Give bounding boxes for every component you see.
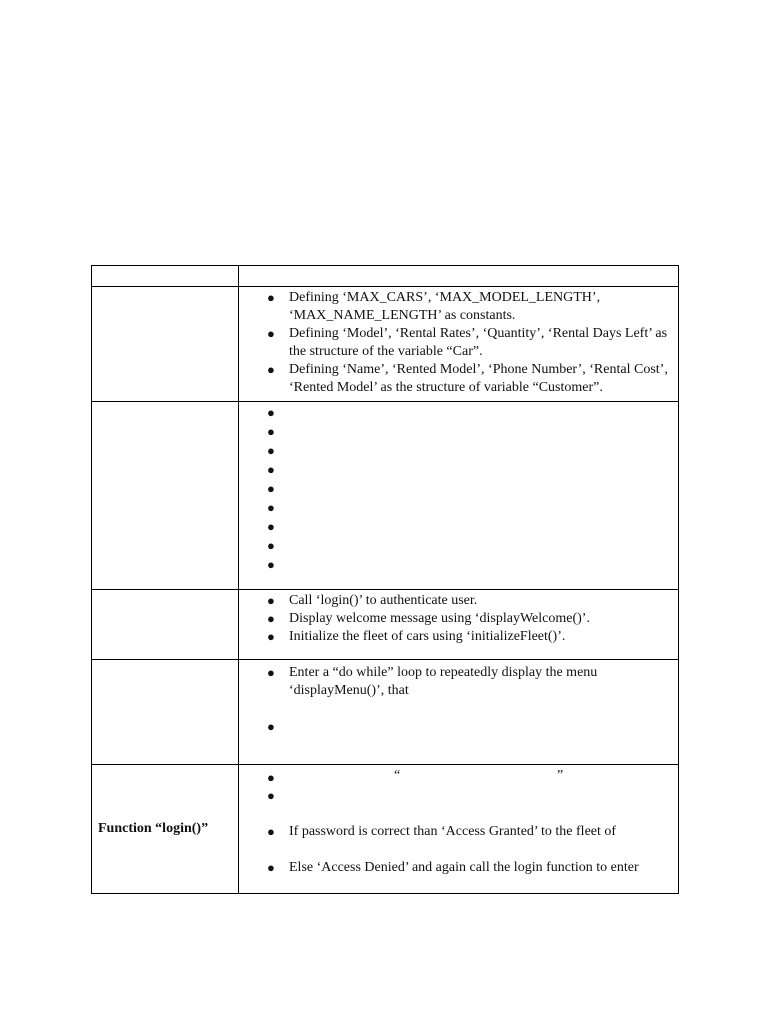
bullet-icon: ●: [267, 481, 275, 496]
table-row: [92, 287, 679, 402]
row-content-cell: [239, 402, 679, 590]
list-item: ● Defining ‘Model’, ‘Rental Rates’, ‘Quantity’, ‘Rental Days Left’ as the structure of the variable “Car”.: [267, 326, 668, 359]
bullet-icon: ●: [267, 665, 275, 680]
bullet-icon: ●: [267, 557, 275, 572]
list-item: [239, 499, 678, 518]
bullet-icon: ●: [267, 326, 275, 341]
bullet-icon: ●: [267, 405, 275, 420]
list-item: [239, 537, 678, 556]
bullet-icon: ●: [267, 538, 275, 553]
table-row: [92, 660, 679, 765]
bullet-icon: ●: [267, 770, 275, 785]
bullet-icon: ●: [267, 629, 275, 644]
bullet-list: [239, 590, 678, 646]
table-row: [92, 590, 679, 660]
header-right-cell: [239, 266, 679, 287]
row-label-cell: [92, 287, 239, 402]
list-item: [239, 700, 678, 734]
row-label-cell: [92, 660, 239, 765]
list-item: ● Display welcome message using ‘displayWelcome()’.: [267, 611, 590, 626]
bullet-icon: ●: [267, 860, 275, 875]
bullet-icon: ●: [267, 500, 275, 515]
list-item: ● Defining ‘Name’, ‘Rented Model’, ‘Phone Number’, ‘Rental Cost’, ‘Rented Model’ as the structure of variable “Customer”.: [267, 362, 668, 395]
list-item: [239, 787, 678, 805]
row-content-cell: [239, 590, 679, 660]
list-item: ● Defining ‘MAX_CARS’, ‘MAX_MODEL_LENGTH’, ‘MAX_NAME_LENGTH’ as constants.: [267, 290, 601, 323]
bullet-icon: ●: [267, 424, 275, 439]
list-item: [239, 556, 678, 575]
bullet-list: [239, 402, 678, 575]
list-item: [239, 480, 678, 499]
function-login-label: Function “login()”: [92, 765, 239, 894]
bullet-icon: ●: [267, 362, 275, 377]
bullet-icon: ●: [267, 719, 275, 734]
list-item: [239, 769, 678, 787]
row-label-cell: [92, 402, 239, 590]
list-item: [239, 518, 678, 537]
row-content-cell: [239, 765, 679, 894]
table-row: [92, 402, 679, 590]
header-left-cell: [92, 266, 239, 287]
bullet-icon: ●: [267, 290, 275, 305]
table-row: [92, 765, 679, 894]
bullet-icon: ●: [267, 611, 275, 626]
list-item: ● Initialize the fleet of cars using ‘initializeFleet()’.: [267, 629, 566, 644]
close-quote: ”: [557, 768, 564, 783]
list-item: ● Enter a “do while” loop to repeatedly display the menu ‘displayMenu()’, that: [267, 665, 598, 698]
bullet-list: [239, 660, 678, 734]
row-label-cell: [92, 590, 239, 660]
list-item: ● Else ‘Access Denied’ and again call the login function to enter: [267, 860, 639, 875]
bullet-list: [239, 765, 678, 877]
list-item: ● Call ‘login()’ to authenticate user.: [267, 593, 478, 608]
bullet-icon: ●: [267, 824, 275, 839]
bullet-icon: ●: [267, 443, 275, 458]
bullet-icon: ●: [267, 788, 275, 803]
list-item: [239, 442, 678, 461]
bullet-icon: ●: [267, 519, 275, 534]
open-quote: “: [394, 768, 401, 783]
list-item: [239, 461, 678, 480]
list-item: [239, 404, 678, 423]
row-content-cell: [239, 660, 679, 765]
list-item: ● If password is correct than ‘Access Granted’ to the fleet of: [267, 824, 617, 839]
list-item: [239, 423, 678, 442]
bullet-icon: ●: [267, 462, 275, 477]
row-content-cell: [239, 287, 679, 402]
table-header-row: [92, 266, 679, 287]
bullet-icon: ●: [267, 593, 275, 608]
document-table: [91, 265, 679, 894]
bullet-list: [239, 287, 678, 397]
